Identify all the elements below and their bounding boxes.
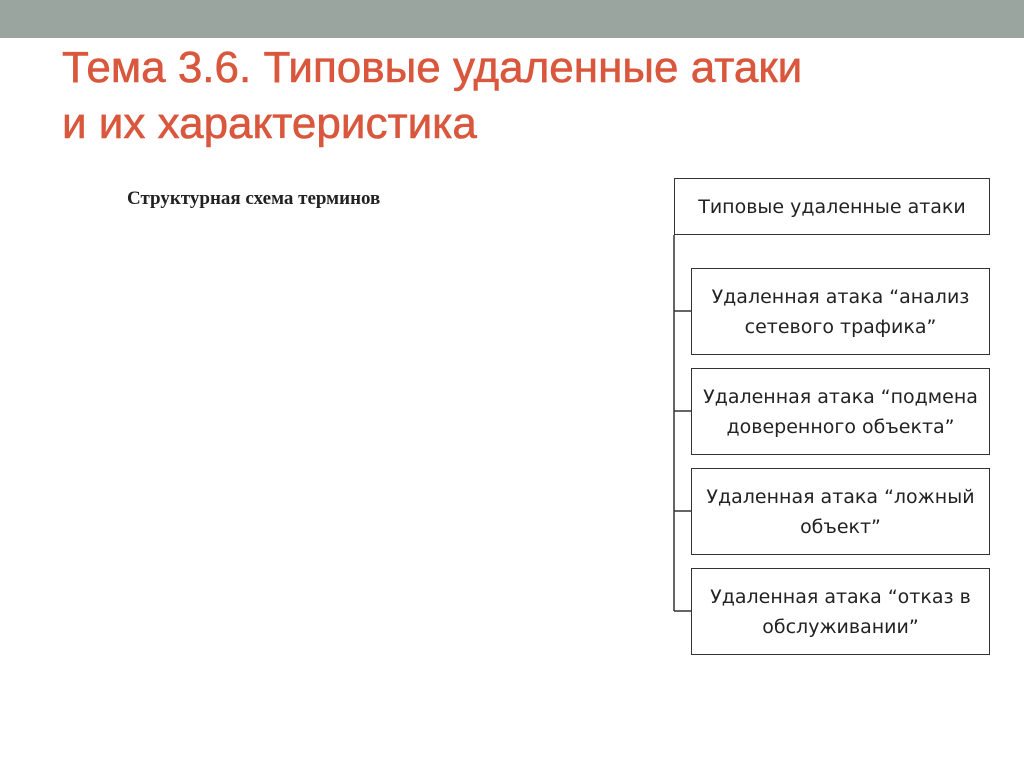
diagram-caption: Структурная схема терминов xyxy=(127,188,381,209)
root-node-label: Типовые удаленные атаки xyxy=(698,195,966,218)
node-label-line: Удаленная атака “ложный xyxy=(706,485,975,508)
child-node-traffic-analysis xyxy=(691,268,990,355)
node-label-line: доверенного объекта” xyxy=(726,415,955,438)
child-node-denial-of-service xyxy=(691,568,990,655)
root-node xyxy=(674,178,990,235)
node-label-line: сетевого трафика” xyxy=(744,315,937,338)
title-line-2: и их характеристика xyxy=(62,99,477,148)
node-label-line: Удаленная атака “подмена xyxy=(703,385,978,408)
node-label-line: обслуживании” xyxy=(762,615,919,638)
node-label-line: Удаленная атака “отказ в xyxy=(710,585,971,608)
title-line-1: Тема 3.6. Типовые удаленные атаки xyxy=(62,43,803,92)
child-node-trusted-object-substitution xyxy=(691,368,990,455)
node-label-line: объект” xyxy=(800,515,881,538)
child-node-false-object xyxy=(691,468,990,555)
node-label-line: Удаленная атака “анализ xyxy=(711,285,970,308)
